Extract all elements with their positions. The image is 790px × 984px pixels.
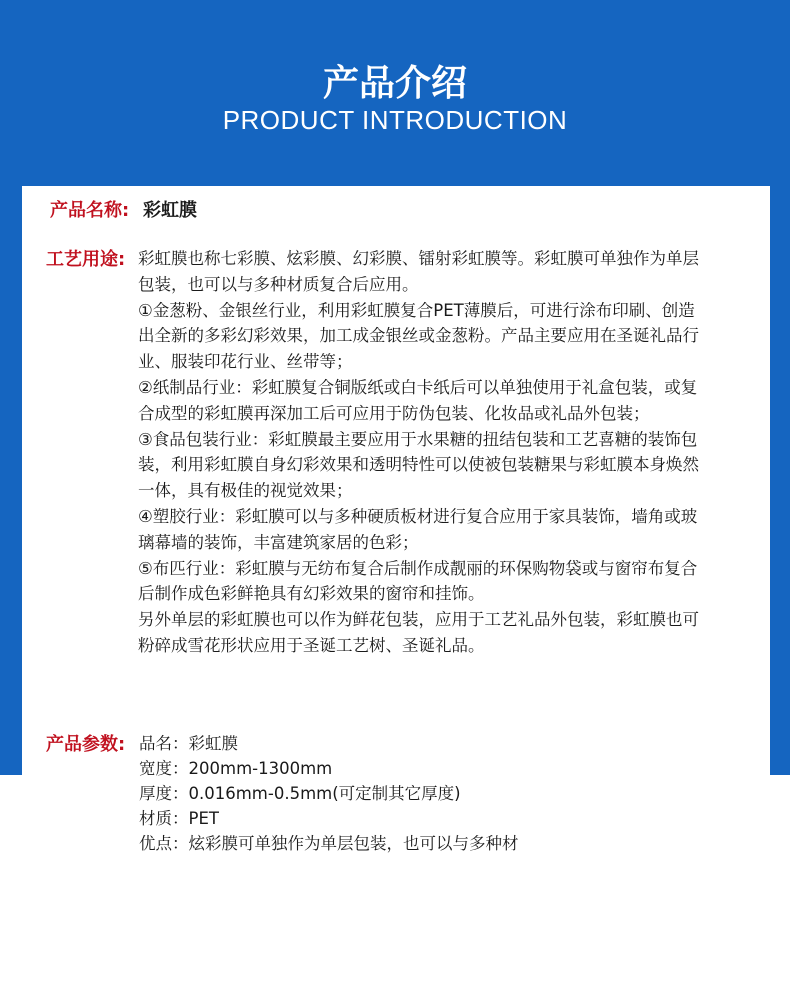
usage-line: 彩虹膜也称七彩膜、炫彩膜、幻彩膜、镭射彩虹膜等。彩虹膜可单独作为单层 — [138, 249, 699, 268]
params-list — [139, 731, 547, 856]
page-subtitle: PRODUCT INTRODUCTION — [222, 105, 568, 135]
usage-line: 装，利用彩虹膜自身幻彩效果和透明特性可以使被包装糖果与彩虹膜本身焕然 — [138, 455, 699, 475]
usage-line: 业、服装印花行业、丝带等； — [138, 352, 353, 372]
product-name-value: 彩虹膜 — [143, 200, 197, 221]
param-row-thickness: 厚度：0.016mm-0.5mm(可定制其它厚度) — [139, 784, 461, 803]
product-name-label: 产品名称: — [50, 200, 130, 221]
param-row-material: 材质：PET — [139, 809, 219, 828]
usage-label: 工艺用途: — [46, 249, 126, 270]
param-row-width: 宽度：200mm-1300mm — [139, 759, 333, 778]
usage-line: 璃幕墙的装饰，丰富建筑家居的色彩； — [138, 532, 419, 552]
usage-line: 一体，具有极佳的视觉效果； — [138, 481, 353, 501]
usage-line: ②纸制品行业：彩虹膜复合铜版纸或白卡纸后可以单独使用于礼盒包装，或复 — [138, 377, 698, 397]
usage-line: ③食品包装行业：彩虹膜最主要应用于水果糖的扭结包装和工艺喜糖的装饰包 — [138, 429, 698, 449]
page-title: 产品介绍 — [322, 63, 467, 104]
usage-line: 粉碎成雪花形状应用于圣诞工艺树、圣诞礼品。 — [138, 635, 485, 655]
usage-line: 另外单层的彩虹膜也可以作为鲜花包装，应用于工艺礼品外包装，彩虹膜也可 — [138, 610, 699, 630]
param-row-advantage: 优点：炫彩膜可单独作为单层包装，也可以与多种材 — [139, 834, 519, 853]
usage-line: 包装，也可以与多种材质复合后应用。 — [138, 274, 419, 294]
usage-line: ①金葱粉、金银丝行业，利用彩虹膜复合PET薄膜后，可进行涂布印刷、创造 — [138, 300, 695, 320]
usage-text — [138, 246, 758, 659]
usage-line: 后制作成色彩鲜艳具有幻彩效果的窗帘和挂饰。 — [138, 584, 485, 604]
param-row-name: 品名：彩虹膜 — [139, 734, 238, 753]
usage-line: ④塑胶行业：彩虹膜可以与多种硬质板材进行复合应用于家具装饰，墙角或玻 — [138, 506, 698, 526]
usage-line: ⑤布匹行业：彩虹膜与无纺布复合后制作成靓丽的环保购物袋或与窗帘布复合 — [138, 558, 698, 578]
usage-line: 出全新的多彩幻彩效果，加工成金银丝或金葱粉。产品主要应用在圣诞礼品行 — [138, 326, 699, 346]
usage-line: 合成型的彩虹膜再深加工后可应用于防伪包装、化妆品或礼品外包装； — [138, 403, 650, 423]
params-label: 产品参数: — [46, 734, 126, 755]
